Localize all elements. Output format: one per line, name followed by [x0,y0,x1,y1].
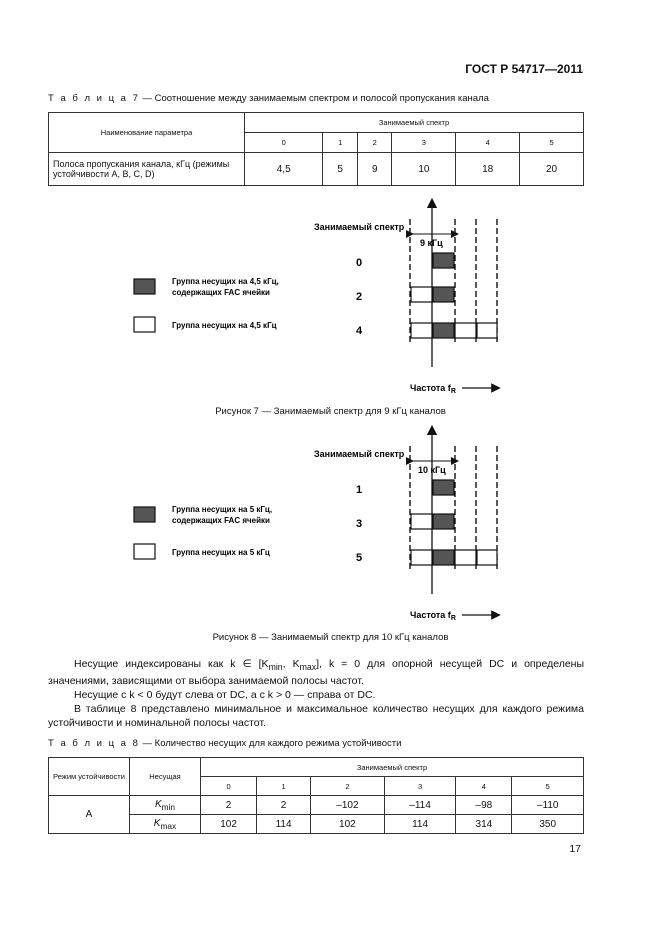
fig7-row-4: 4 [356,325,363,337]
fig8-plain-block [477,550,497,565]
table8-kmax-3: 114 [384,815,455,834]
figure8-diagram [0,422,661,627]
fig8-plain-block [411,550,432,565]
fig8-plain-block [455,550,476,565]
table7-col-4: 4 [456,133,520,153]
table8-kmax-0: 102 [201,815,257,834]
table7-value-2: 9 [357,153,392,186]
table8-kmax-4: 314 [456,815,512,834]
fig7-plain-block [411,287,432,302]
svg-text:Частота fR [410,610,456,622]
table8-kmin-label: $K_{min}$ [130,796,201,815]
fig8-legend-plain-label: Группа несущих на 5 кГц [172,548,270,557]
table7-spectrum-header: Занимаемый спектр [245,113,584,133]
table8-kmax-5: 350 [512,815,584,834]
document-code: ГОСТ Р 54717—2011 [465,62,583,76]
fig7-plain-block [477,323,497,338]
table8-col-4: 4 [456,777,512,796]
table7-value-3: 10 [392,153,456,186]
table8-kmin-3: –114 [384,796,455,815]
table7-caption [48,93,489,104]
fig7-legend-fac-line2: содержащих FAC ячейки [172,288,270,297]
figure8-caption: Рисунок 8 — Занимаемый спектр для 10 кГц каналов [212,632,449,643]
page-number: 17 [569,843,581,855]
table8-kmin-0: 2 [201,796,257,815]
paragraph-carrier-indexing: Несущие индексированы как k ∈ [$K_{min}$, $K_{max}$], k = 0 для опорной несущей DC и определены значениями, зависящими от выбора занимаемой полосы частот. [48,658,585,688]
fig7-fac-block [433,287,454,302]
table8-caption [48,738,401,749]
table7-col-2: 2 [357,133,392,153]
fig8-frequency-sub: R [450,615,456,622]
body-text [48,657,584,730]
table7 [48,112,584,186]
table7-col-3: 3 [392,133,456,153]
fig8-frequency-label: Частота f [410,610,451,620]
fig7-plain-block [411,323,432,338]
table8-col-5: 5 [512,777,584,796]
fig8-fac-block [433,480,454,495]
figure7-caption: Рисунок 7 — Занимаемый спектр для 9 кГц каналов [215,406,446,417]
fig7-plain-block [455,323,476,338]
fig8-plain-block [411,514,432,529]
fig7-legend-fac-line1: Группа несущих на 4,5 кГц, [172,277,279,286]
fig7-legend-fac-swatch [134,279,155,294]
fig8-row-3: 3 [356,518,363,530]
table8-spectrum-header: Занимаемый спектр [201,758,584,777]
table8-carrier-header: Несущая [130,758,201,796]
table8-col-1: 1 [257,777,311,796]
fig7-row-2: 2 [356,291,363,303]
table8-prefix: Т а б л и ц а 8 [48,738,140,749]
fig8-row-1: 1 [356,484,363,496]
fig7-spectrum-label: Занимаемый спектр [314,222,405,232]
fig7-legend-plain-label: Группа несущих на 4,5 кГц [172,321,277,330]
table8-mode-a: A [49,796,130,834]
paragraph-carrier-sides: Несущие с k < 0 будут слева от DC, а с k > 0 — справа от DC. [74,689,376,702]
figure7-diagram [0,195,661,400]
fig7-row-0: 0 [356,257,363,269]
fig7-frequency-sub: R [450,388,456,395]
fig8-legend-plain-swatch [134,544,155,559]
table7-value-1: 5 [323,153,358,186]
table8-kmax-label: $K_{max}$ [130,815,201,834]
table8 [48,757,584,834]
table8-kmin-1: 2 [257,796,311,815]
table8-kmax-1: 114 [257,815,311,834]
table7-value-0: 4,5 [245,153,323,186]
fig8-row-5: 5 [356,552,363,564]
table8-mode-header: Режим устойчивости [49,758,130,796]
table7-value-4: 18 [456,153,520,186]
table8-kmin-2: –102 [310,796,384,815]
table8-kmax-2: 102 [310,815,384,834]
table7-col-5: 5 [520,133,584,153]
table7-value-5: 20 [520,153,584,186]
fig7-frequency-label: Частота f [410,383,451,393]
fig8-fac-block [433,550,454,565]
table8-col-2: 2 [310,777,384,796]
table7-param-header: Наименование параметра [49,113,245,153]
fig8-legend-fac-line1: Группа несущих на 5 кГц, [172,505,273,514]
table8-kmin-4: –98 [456,796,512,815]
table7-col-1: 1 [323,133,358,153]
fig7-fac-block [433,323,454,338]
fig8-fac-block [433,514,454,529]
svg-text:Частота fR [410,383,456,395]
fig7-width-label: 9 кГц [420,238,443,248]
fig8-legend-fac-swatch [134,507,155,522]
table8-caption-text: — Количество несущих для каждого режима устойчивости [139,738,402,749]
table7-prefix: Т а б л и ц а 7 [48,93,140,104]
table8-col-0: 0 [201,777,257,796]
table8-kmin-5: –110 [512,796,584,815]
fig8-spectrum-label: Занимаемый спектр [314,449,405,459]
fig8-legend-fac-line2: содержащих FAC ячейки [172,516,270,525]
table7-row-label: Полоса пропускания канала, кГц (режимы устойчивости A, B, C, D) [49,153,245,186]
table7-caption-text: — Соотношение между занимаемым спектром и полосой пропускания канала [139,93,489,104]
fig7-legend-plain-swatch [134,317,155,332]
paragraph-table8-intro: В таблице 8 представлено минимальное и максимальное количество несущих для каждого режима устойчивости и номинальной полосы частот. [48,703,584,730]
table7-col-0: 0 [245,133,323,153]
fig7-fac-block [433,253,454,268]
table8-col-3: 3 [384,777,455,796]
fig8-width-label: 10 кГц [418,465,446,475]
